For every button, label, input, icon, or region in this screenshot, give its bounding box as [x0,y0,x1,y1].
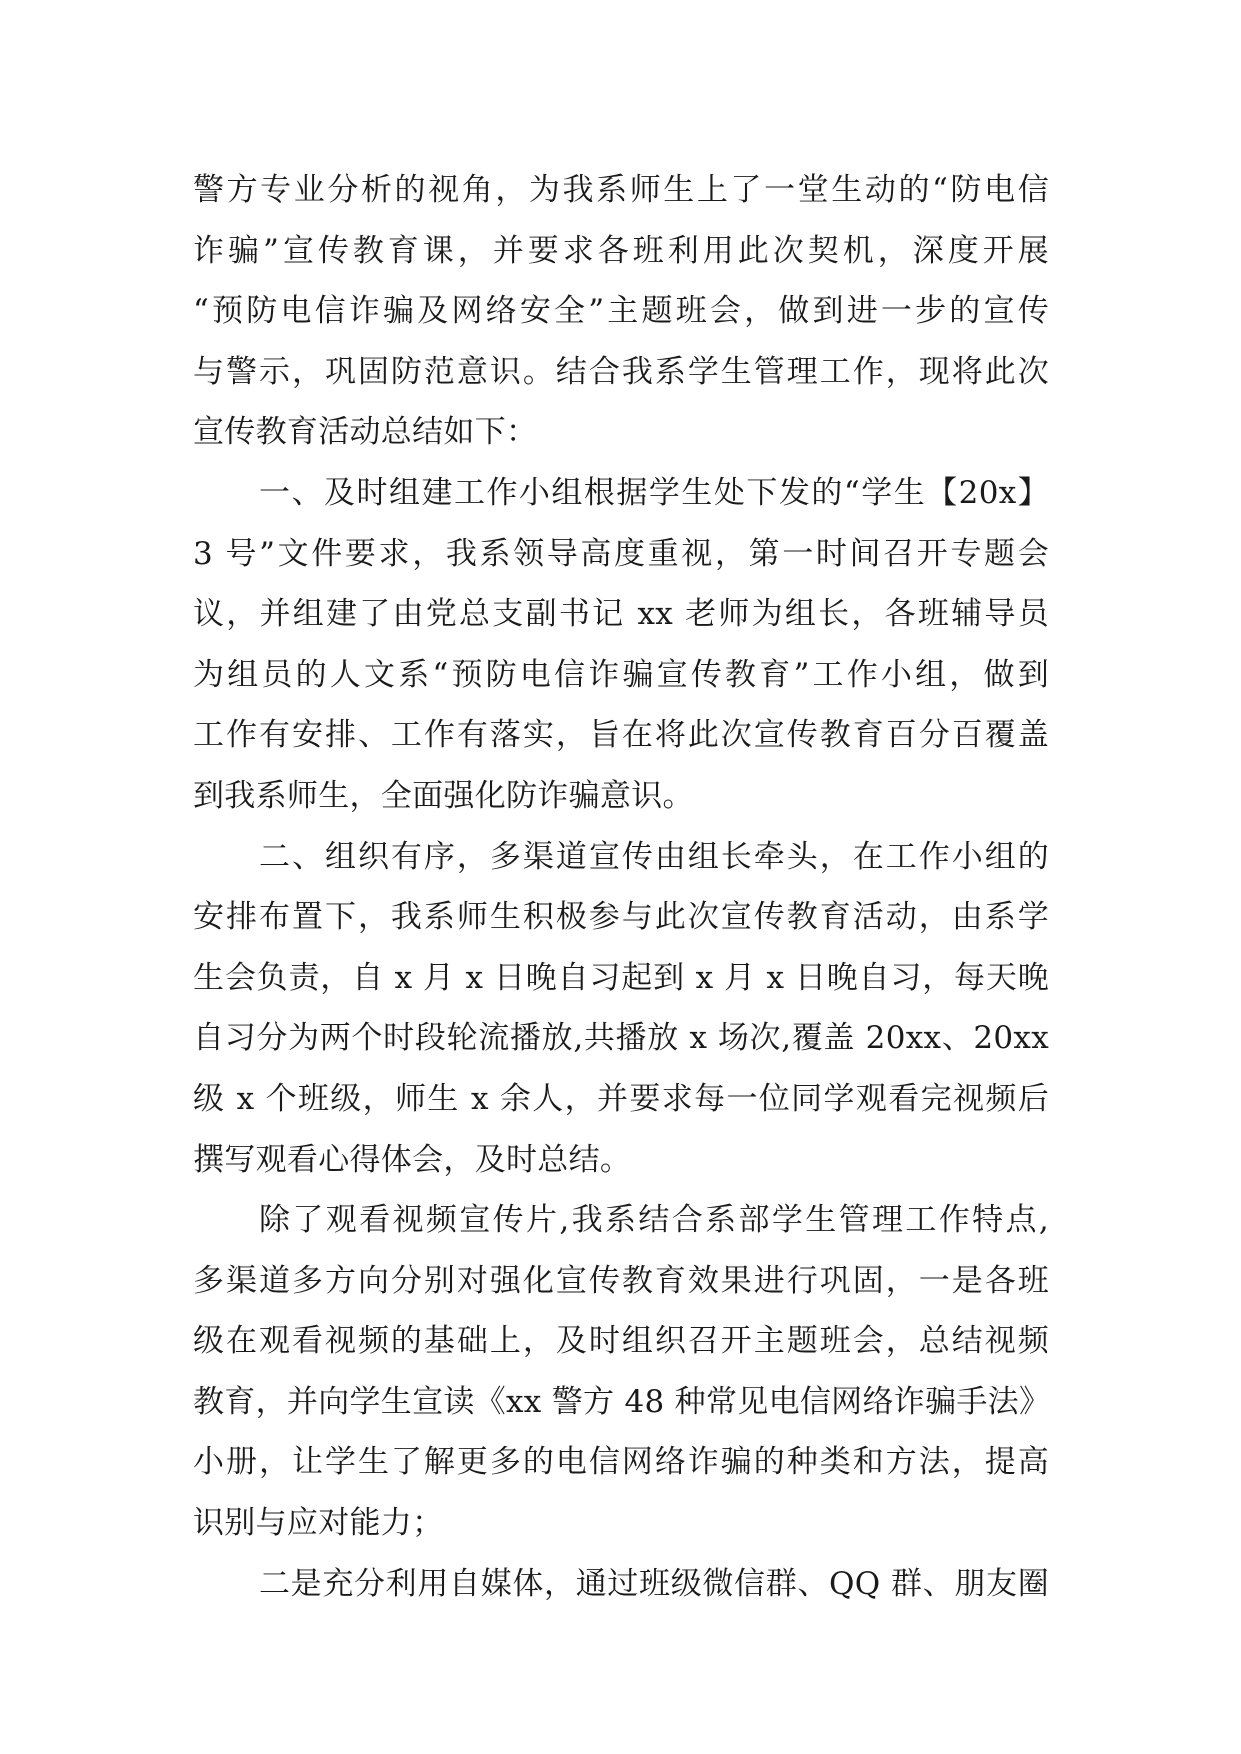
text-line: 3 号”文件要求，我系领导高度重视，第一时间召开专题会 [193,535,1049,572]
text-line: 自习分为两个时段轮流播放,共播放 x 场次,覆盖 20xx、20xx [193,1020,1049,1057]
paragraph-start: 二是充分利用自媒体，通过班级微信群、QQ 群、朋友圈 [259,1565,1049,1602]
text-line: 到我系师生，全面强化防诈骗意识。 [193,777,694,814]
text-line: 级 x 个班级，师生 x 余人，并要求每一位同学观看完视频后 [193,1080,1049,1117]
text-line: 生会负责，自 x 月 x 日晚自习起到 x 月 x 日晚自习，每天晚 [193,959,1049,996]
text-line: 多渠道多方向分别对强化宣传教育效果进行巩固，一是各班 [193,1262,1049,1299]
text-line: 小册，让学生了解更多的电信网络诈骗的种类和方法，提高 [193,1444,1049,1481]
paragraph-start: 除了观看视频宣传片,我系结合系部学生管理工作特点, [259,1202,1049,1239]
text-line: 识别与应对能力； [193,1505,444,1542]
text-line: 议，并组建了由党总支副书记 xx 老师为组长，各班辅导员 [193,596,1049,633]
text-line: 为组员的人文系“预防电信诈骗宣传教育”工作小组，做到 [193,656,1049,693]
section-heading-1: 一、及时组建工作小组根据学生处下发的“学生【20x】 [259,474,1049,511]
text-line: 宣传教育活动总结如下： [193,414,538,451]
text-line: 级在观看视频的基础上，及时组织召开主题班会，总结视频 [193,1323,1049,1360]
section-heading-2: 二、组织有序，多渠道宣传由组长牵头，在工作小组的 [259,838,1049,875]
text-line: 警方专业分析的视角，为我系师生上了一堂生动的“防电信 [193,172,1049,208]
text-line: 教育，并向学生宣读《xx 警方 48 种常见电信网络诈骗手法》 [193,1383,1051,1420]
text-line: “预防电信诈骗及网络安全”主题班会，做到进一步的宣传 [193,293,1049,330]
body-text [193,160,1049,1614]
text-line: 安排布置下，我系师生积极参与此次宣传教育活动，由系学 [193,899,1049,936]
text-line: 诈骗”宣传教育课，并要求各班利用此次契机，深度开展 [193,232,1049,269]
text-line: 撰写观看心得体会，及时总结。 [193,1141,632,1178]
text-line: 与警示，巩固防范意识。结合我系学生管理工作，现将此次 [193,353,1049,390]
text-line: 工作有安排、工作有落实，旨在将此次宣传教育百分百覆盖 [193,717,1049,754]
